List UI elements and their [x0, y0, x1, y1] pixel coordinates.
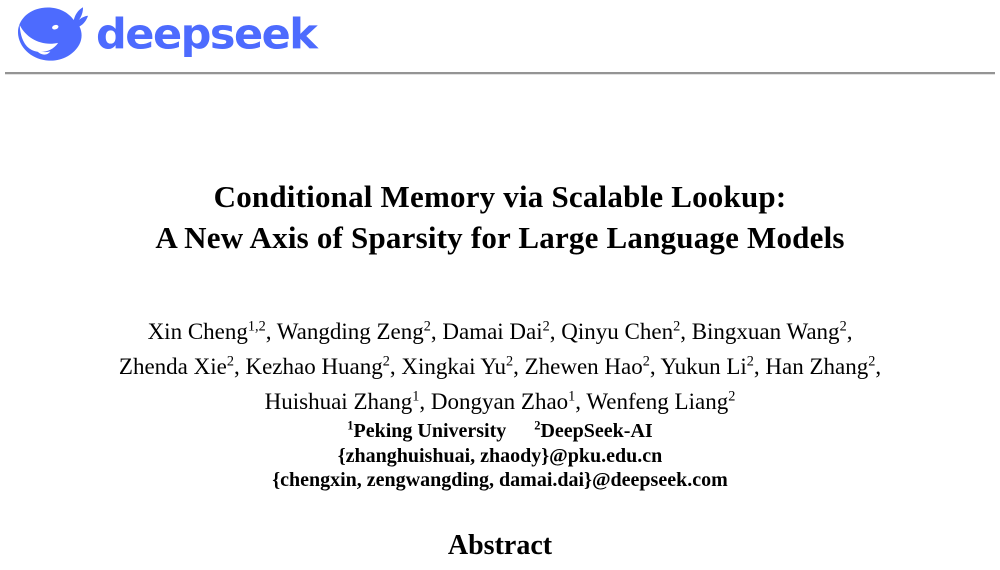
paper-title-line2: A New Axis of Sparsity for Large Language Models [155, 220, 845, 255]
deepseek-wordmark: deepseek [96, 10, 317, 60]
author-list [0, 314, 1000, 419]
header-divider [5, 72, 995, 75]
paper-title [0, 176, 1000, 258]
author-line: Huishuai Zhang$^1$, Dongyan Zhao$^1$, Wenfeng Liang$^2$ [264, 388, 736, 414]
page-header [0, 0, 1000, 76]
contact-emails [0, 444, 1000, 492]
affiliation-name: Peking University [353, 420, 507, 442]
affiliation-sup: 1 [347, 418, 354, 433]
email-line-deepseek: {chengxin, zengwangding, damai.dai}@deepseek.com [272, 469, 728, 491]
affiliation-name: DeepSeek-AI [540, 420, 653, 442]
affiliations [0, 419, 1000, 443]
affiliation-sup: 2 [534, 418, 541, 433]
abstract-heading: Abstract [447, 530, 553, 561]
author-line: Xin Cheng$^{1,2}$, Wangding Zeng$^2$, Damai Dai$^2$, Qinyu Chen$^2$, Bingxuan Wang$^2$, [147, 318, 853, 344]
affiliation-peking [347, 420, 506, 442]
deepseek-logo [14, 6, 316, 64]
email-line-pku: {zhanghuishuai, zhaody}@pku.edu.cn [337, 445, 663, 467]
affiliation-deepseek [534, 420, 652, 442]
author-line: Zhenda Xie$^2$, Kezhao Huang$^2$, Xingkai Yu$^2$, Zhewen Hao$^2$, Yukun Li$^2$, Han Zhang$^2$, [118, 353, 882, 379]
paper-title-line1: Conditional Memory via Scalable Lookup: [213, 179, 787, 214]
deepseek-whale-icon [14, 6, 88, 64]
